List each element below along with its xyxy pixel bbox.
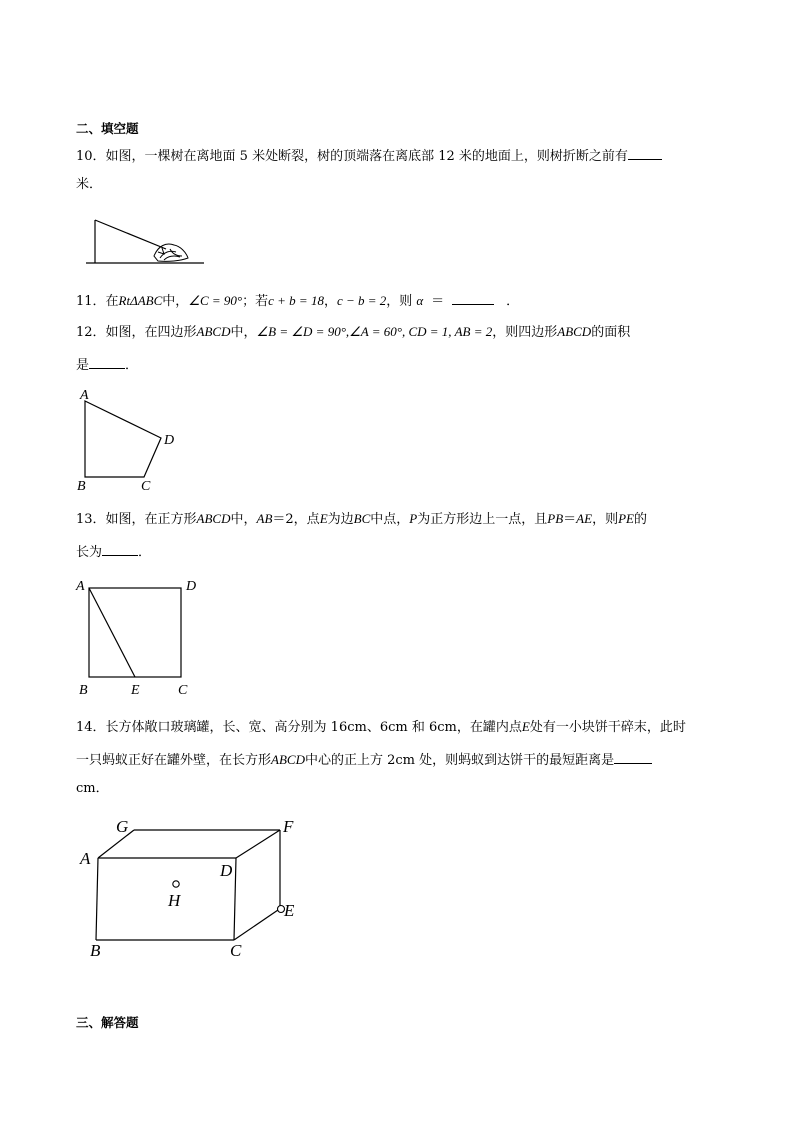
label-H: H [168, 891, 181, 910]
label-C: C [230, 941, 242, 960]
question-12: 12．如图，在四边形ABCD中，∠B = ∠D = 90°,∠A = 60°, CD = 1, AB = 2，则四边形ABCD的面积 [76, 324, 631, 340]
question-13: 13．如图，在正方形ABCD中，AB＝2，点E为边BC中点，P为正方形边上一点，且PB＝AE，则PE的 [76, 511, 647, 527]
cuboid-edges [96, 830, 280, 940]
segment-AE [89, 588, 135, 677]
answer-blank-13 [102, 542, 138, 556]
question-14: 14．长方体敞口玻璃罐，长、宽、高分别为 16cm、6cm 和 6cm，在罐内点E处有一小块饼干碎末，此时 [76, 719, 686, 735]
label-B: B [90, 941, 101, 960]
label-D: D [164, 433, 175, 448]
label-E: E [284, 901, 295, 920]
label-A: A [80, 388, 89, 403]
point-H-marker [173, 881, 179, 887]
answer-blank-12 [89, 355, 125, 369]
label-C: C [178, 683, 188, 698]
question-14-line2: 一只蚂蚁正好在罐外壁，在长方形ABCD中心的正上方 2cm 处，则蚂蚁到达饼干的最短距离是 [76, 750, 652, 769]
label-F: F [283, 817, 294, 836]
square-figure [74, 574, 204, 698]
answer-blank-14 [614, 750, 652, 764]
fallen-trunk [95, 220, 166, 249]
square-abcd [89, 588, 181, 677]
broken-tree-figure [80, 212, 210, 268]
question-11: 11．在RtΔABC中，∠C = 90°；若c + b = 18，c − b = 2，则 α ＝ ． [76, 293, 520, 309]
section-heading-solutions: 三、解答题 [76, 1015, 139, 1030]
label-D: D [186, 579, 197, 594]
label-A: A [76, 579, 85, 594]
label-D: D [220, 861, 233, 880]
question-10 [76, 146, 662, 165]
quadrilateral-figure [74, 384, 184, 492]
label-B: B [79, 683, 88, 698]
question-12-cont: 是 ． [76, 355, 138, 374]
section-heading-fill-in: 二、填空题 [76, 121, 139, 136]
label-G: G [116, 817, 129, 836]
question-10-text: 10．如图，一棵树在离地面 5 米处断裂，树的顶端落在离底部 12 米的地面上，则树折断之前有 [76, 149, 628, 164]
cuboid-figure [76, 812, 306, 962]
label-C: C [141, 479, 151, 494]
label-B: B [77, 479, 86, 494]
question-10-cont: 米． [76, 177, 103, 192]
question-14-cont: cm． [76, 781, 109, 796]
label-A: A [80, 849, 91, 868]
label-E: E [131, 683, 140, 698]
answer-blank-11 [452, 291, 494, 305]
question-13-cont: 长为 ． [76, 542, 151, 561]
answer-blank-10 [628, 146, 662, 160]
quadrilateral-abcd [85, 401, 161, 477]
